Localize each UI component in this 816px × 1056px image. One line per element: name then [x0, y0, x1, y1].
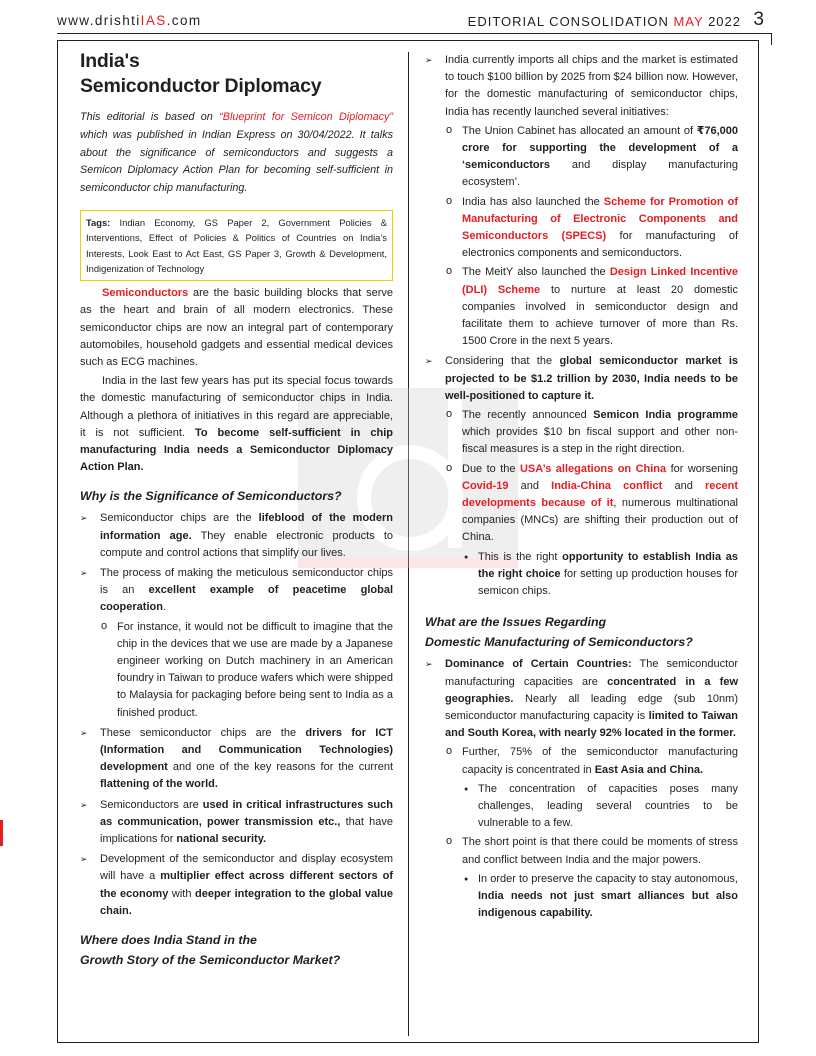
source-link[interactable]: “Blueprint for Semicon Diplomacy”	[219, 111, 393, 123]
right-column	[425, 52, 738, 925]
india-china-link[interactable]: India-China conflict	[551, 479, 663, 492]
list-item: ➢ These semiconductor chips are the drivers for ICT (Information and Communication Technologies) development and one of the key reasons for the current flattening of the world.	[80, 725, 393, 794]
section-heading: What are the Issues Regarding Domestic Manufacturing of Semiconductors?	[425, 615, 693, 650]
site-url[interactable]: www.drishtiIAS.com	[57, 13, 202, 28]
sub-list-item: o The MeitY also launched the Design Linked Incentive (DLI) Scheme to nurture at least 20 domestic companies involved in semiconductor design and facilitate them to achieve turnover of more than Rs. 1500 Crore in the next 5 years.	[445, 264, 738, 350]
header-rule	[57, 33, 772, 34]
usa-allegations-link[interactable]: USA’s allegations on China	[519, 462, 667, 475]
bullet-list	[425, 52, 738, 600]
list-item: ➢ Considering that the global semiconductor market is projected to be $1.2 trillion by 2030, India needs to be well-positioned to capture it. o The recently announced Semicon India programme which provides $10 bn fiscal support and other non-fiscal measures is a step in the right direction. o Due to the USA’s allegations on China for worsening Covid-19 and India-China conflict and recent developments because of it, numerous multinational companies (MNCs) are shifting their production out of China. ● This is the right opportunity to establish India as the right choice for setting up production houses for semicon chips.	[425, 353, 738, 600]
list-item: ➢ Development of the semiconductor and display ecosystem will have a multiplier effect across different sectors of the economy with deeper integration to the global value chain.	[80, 851, 393, 920]
issue-title: EDITORIAL CONSOLIDATION MAY 2022	[467, 14, 741, 29]
section-heading: Where does India Stand in the Growth Story of the Semiconductor Market?	[80, 933, 341, 968]
article-title: India's Semiconductor Diplomacy	[80, 50, 322, 97]
sub-list-item: o The recently announced Semicon India programme which provides $10 bn fiscal support and other non-fiscal measures is a step in the right direction.	[445, 407, 738, 459]
sub-list-item: o India has also launched the Scheme for Promotion of Manufacturing of Electronic Components and Semiconductors (SPECS) for manufacturing of electronics components and semiconductors.	[445, 194, 738, 263]
list-item: ➢ Semiconductors are used in critical infrastructures such as communication, power transmission etc., that have implications for national security.	[80, 797, 393, 849]
bullet-list	[425, 656, 738, 922]
header-rule-tick	[771, 33, 772, 45]
list-item: ➢ Dominance of Certain Countries: The semiconductor manufacturing capacities are concentrated in a few geographies. Nearly all leading edge (sub 10nm) semiconductor manufacturing capacity is limited to Taiwan and South Korea, with nearly 92% located in the former. o Further, 75% of the semiconductor manufacturing capacity is concentrated in East Asia and China. ● The concentration of capacities poses many challenges, leading several countries to be vulnerable to a few. o The short point is that there could be moments of stress and conflict between India and the major powers. ● In order to preserve the capacity to stay autonomous, India needs not just smart alliances but also indigenous capability.	[425, 656, 738, 922]
sub-list-item: o Due to the USA’s allegations on China for worsening Covid-19 and India-China conflict and recent developments because of it, numerous multinational companies (MNCs) are shifting their production out of China. ● This is the right opportunity to establish India as the right choice for setting up production houses for semicon chips.	[445, 461, 738, 601]
tags-box: Tags: Indian Economy, GS Paper 2, Government Policies & Interventions, Effect of Policies & Politics of Countries on India’s Interests, Look East to Act East, GS Paper 3, Growth & Development, Indigenization of Technology	[80, 210, 393, 281]
dli-scheme-link[interactable]: Design Linked Incentive (DLI) Scheme	[462, 266, 739, 296]
specs-link[interactable]: Scheme for Promotion of Manufacturing of Electronic Components and Semiconductors (SPECS)	[462, 195, 738, 243]
list-item: ➢ The process of making the meticulous semiconductor chips is an excellent example of peacetime global cooperation. o For instance, it would not be difficult to imagine that the chip in the devices that we use are made by a Japanese engineer working on Dutch machinery in an American foundry in Taiwan to produce wafers which were shipped to Malaysia for packaging before being sent to India as a finished product.	[80, 565, 393, 722]
sub-sub-list-item: ● This is the right opportunity to establish India as the right choice for setting up production houses for semicon chips.	[462, 549, 738, 601]
sub-sub-list-item: ● In order to preserve the capacity to stay autonomous, India needs not just smart alliances but also indigenous capability.	[462, 871, 738, 923]
issue-year: 2022	[708, 14, 741, 29]
column-divider	[408, 52, 409, 1036]
paragraph: India in the last few years has put its special focus towards the domestic manufacturing of semiconductor chips in India. Although a plethora of initiatives in this regard are appreciable, it is not sufficient. To become self-sufficient in chip manufacturing India needs a Semiconductor Diplomacy Action Plan.	[80, 375, 393, 474]
recent-developments-link[interactable]: recent developments because of it	[462, 479, 738, 510]
bullet-list	[80, 510, 393, 920]
list-item: ➢ India currently imports all chips and the market is estimated to touch $100 billion by 2025 from $24 billion now. However, for the domestic manufacturing of semiconductor chips, India has recently launched several initiatives: o The Union Cabinet has allocated an amount of ₹76,000 crore for supporting the development of a ‘semiconductors and display manufacturing ecosystem’. o India has also launched the Scheme for Promotion of Manufacturing of Electronic Components and Semiconductors (SPECS) for manufacturing of electronics components and semiconductors. o The MeitY also launched the Design Linked Incentive (DLI) Scheme to nurture at least 20 domestic companies involved in semiconductor design and facilitate them to achieve turnover of more than Rs. 1500 Crore in the next 5 years.	[425, 52, 738, 350]
left-column	[80, 49, 393, 974]
sub-list-item: o For instance, it would not be difficult to imagine that the chip in the devices that we use are made by a Japanese engineer working on Dutch machinery in an American foundry in Taiwan to produce wafers which were shipped to Malaysia for packaging before being sent to India as a finished product.	[100, 619, 393, 722]
section-heading: Why is the Significance of Semiconductors?	[80, 489, 342, 504]
issue-month: MAY	[673, 14, 704, 29]
sub-sub-list-item: ● The concentration of capacities poses many challenges, leading several countries to be vulnerable to a few.	[462, 781, 738, 833]
sub-list-item: o The Union Cabinet has allocated an amount of ₹76,000 crore for supporting the development of a ‘semiconductors and display manufacturing ecosystem’.	[445, 123, 738, 192]
page-number: 3	[753, 9, 764, 30]
sub-list-item: o Further, 75% of the semiconductor manufacturing capacity is concentrated in East Asia and China. ● The concentration of capacities poses many challenges, leading several countries to be vulnerable to a few.	[445, 744, 738, 832]
covid-link[interactable]: Covid-19	[462, 479, 509, 492]
article-intro: This editorial is based on “Blueprint for Semicon Diplomacy” which was published in Indian Express on 30/04/2022. It talks about the significance of semiconductors and suggests a Semicon Diplomacy Action Plan for becoming self-sufficient in semiconductor chip manufacturing.	[80, 111, 393, 195]
sub-list-item: o The short point is that there could be moments of stress and conflict between India and the major powers. ● In order to preserve the capacity to stay autonomous, India needs not just smart alliances but also indigenous capability.	[445, 834, 738, 922]
side-marker	[0, 820, 3, 846]
list-item: ➢ Semiconductor chips are the lifeblood of the modern information age. They enable electronic products to compute and control actions that simplify our lives.	[80, 510, 393, 562]
paragraph: Semiconductors are the basic building blocks that serve as the heart and brain of all modern electronics. These semiconductor chips are now an integral part of contemporary automobiles, household gadgets and essential medical devices such as ECG machines.	[80, 287, 393, 368]
keyword-link[interactable]: Semiconductors	[102, 287, 189, 300]
